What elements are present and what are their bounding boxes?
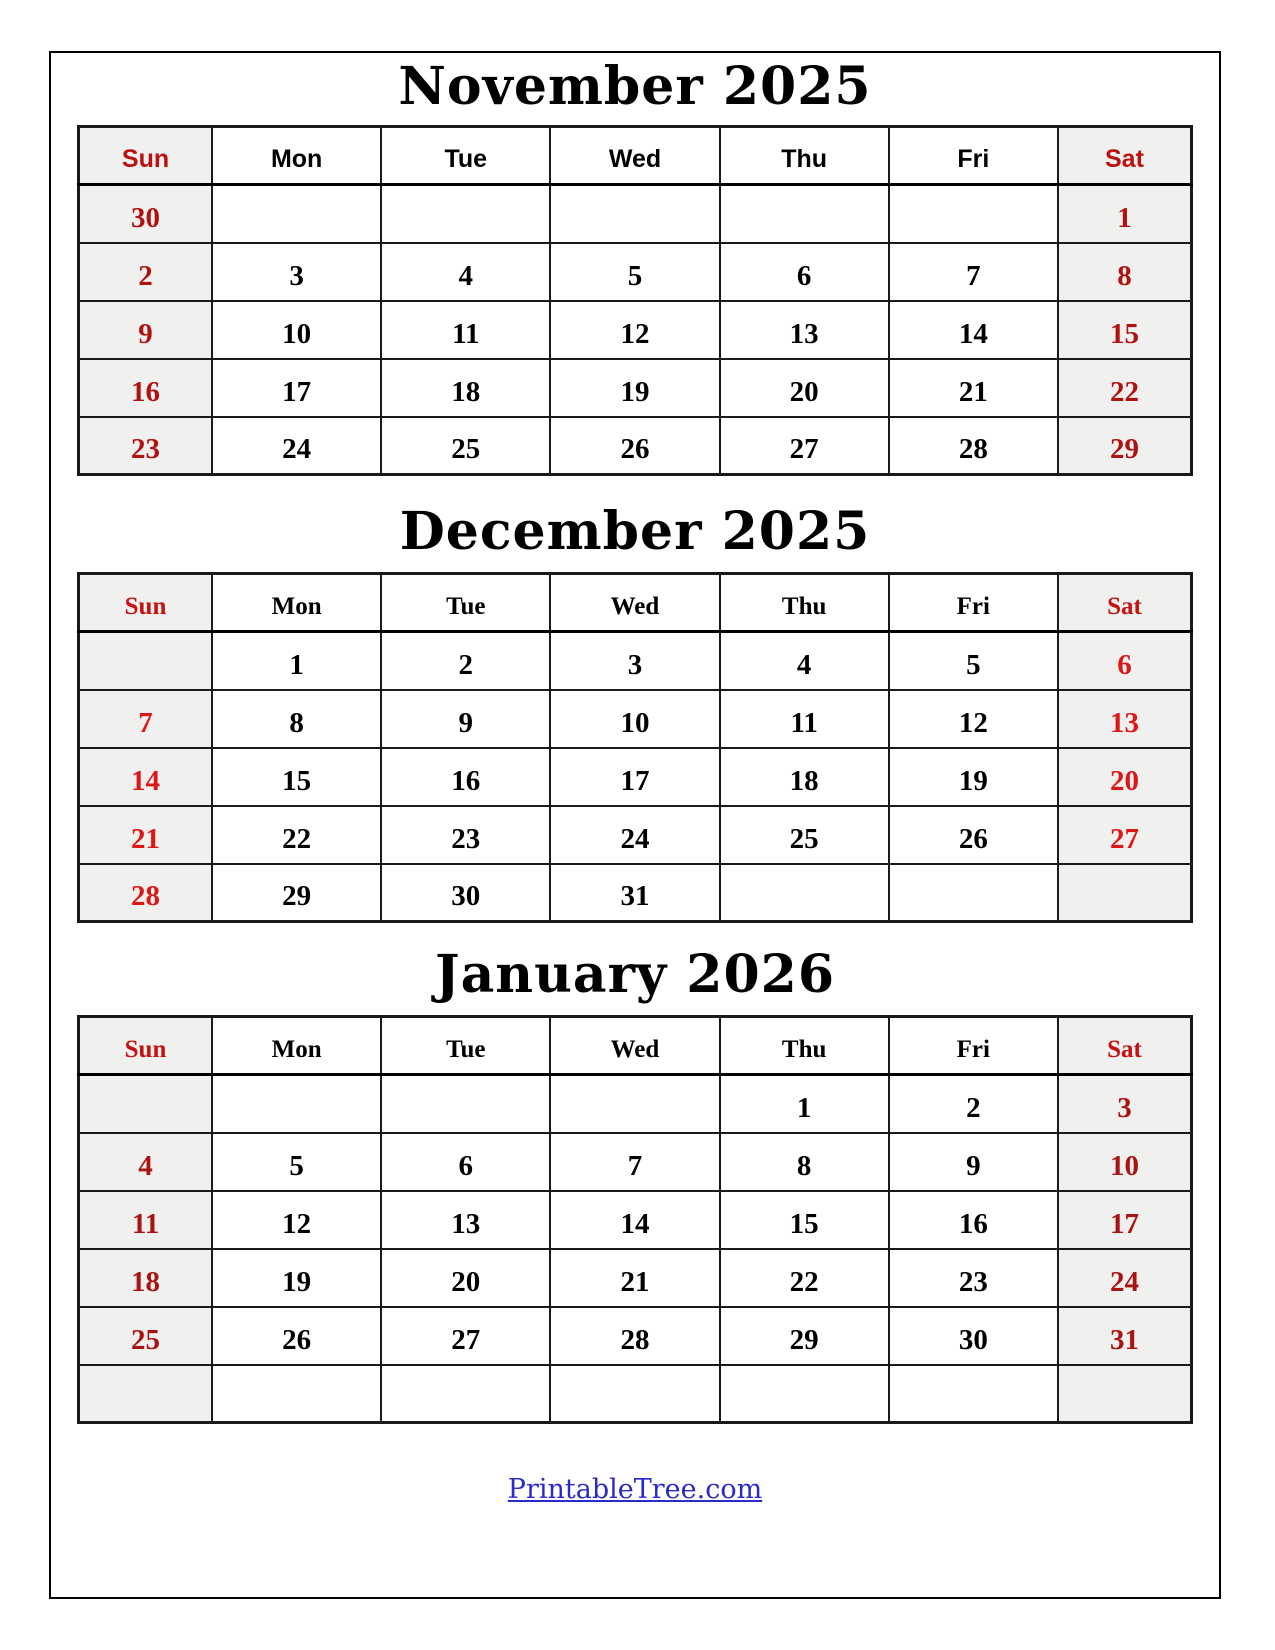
week-row bbox=[79, 185, 1192, 243]
empty-date-cell bbox=[381, 1075, 550, 1133]
day-header-sat: Sat bbox=[1058, 127, 1192, 185]
date-cell-3: 3 bbox=[550, 632, 719, 690]
date-cell-2: 2 bbox=[889, 1075, 1058, 1133]
date-cell-21: 21 bbox=[550, 1249, 719, 1307]
date-cell-28: 28 bbox=[889, 417, 1058, 475]
empty-date-cell bbox=[381, 1365, 550, 1423]
empty-date-cell bbox=[889, 185, 1058, 243]
date-cell-26: 26 bbox=[889, 806, 1058, 864]
date-cell-21: 21 bbox=[889, 359, 1058, 417]
date-cell-7: 7 bbox=[79, 690, 213, 748]
day-header-thu: Thu bbox=[720, 127, 889, 185]
date-cell-1: 1 bbox=[212, 632, 381, 690]
date-cell-10: 10 bbox=[550, 690, 719, 748]
empty-date-cell bbox=[212, 1075, 381, 1133]
day-header-mon: Mon bbox=[212, 574, 381, 632]
date-cell-13: 13 bbox=[1058, 690, 1192, 748]
date-cell-11: 11 bbox=[79, 1191, 213, 1249]
date-cell-13: 13 bbox=[720, 301, 889, 359]
date-cell-29: 29 bbox=[212, 864, 381, 922]
week-row bbox=[79, 632, 1192, 690]
day-header-tue: Tue bbox=[381, 574, 550, 632]
empty-date-cell bbox=[720, 864, 889, 922]
date-cell-12: 12 bbox=[550, 301, 719, 359]
week-row bbox=[79, 243, 1192, 301]
day-header-row bbox=[79, 574, 1192, 632]
date-cell-3: 3 bbox=[1058, 1075, 1192, 1133]
month-title-december-2025: December 2025 bbox=[399, 501, 871, 563]
day-header-thu: Thu bbox=[720, 574, 889, 632]
date-cell-2: 2 bbox=[381, 632, 550, 690]
date-cell-19: 19 bbox=[212, 1249, 381, 1307]
day-header-fri: Fri bbox=[889, 127, 1058, 185]
date-cell-26: 26 bbox=[550, 417, 719, 475]
empty-date-cell bbox=[212, 1365, 381, 1423]
date-cell-24: 24 bbox=[550, 806, 719, 864]
date-cell-14: 14 bbox=[889, 301, 1058, 359]
date-cell-25: 25 bbox=[720, 806, 889, 864]
calendar-table-december-2025 bbox=[77, 572, 1193, 923]
date-cell-4: 4 bbox=[381, 243, 550, 301]
date-cell-18: 18 bbox=[381, 359, 550, 417]
day-header-sun: Sun bbox=[79, 1017, 213, 1075]
date-cell-29: 29 bbox=[1058, 417, 1192, 475]
footer bbox=[77, 1474, 1193, 1505]
date-cell-24: 24 bbox=[1058, 1249, 1192, 1307]
date-cell-3: 3 bbox=[212, 243, 381, 301]
empty-date-cell bbox=[550, 185, 719, 243]
day-header-wed: Wed bbox=[550, 1017, 719, 1075]
date-cell-12: 12 bbox=[212, 1191, 381, 1249]
date-cell-5: 5 bbox=[889, 632, 1058, 690]
empty-date-cell bbox=[550, 1075, 719, 1133]
date-cell-21: 21 bbox=[79, 806, 213, 864]
week-row bbox=[79, 359, 1192, 417]
empty-date-cell bbox=[889, 1365, 1058, 1423]
week-row bbox=[79, 806, 1192, 864]
day-header-row bbox=[79, 127, 1192, 185]
date-cell-27: 27 bbox=[720, 417, 889, 475]
date-cell-23: 23 bbox=[79, 417, 213, 475]
day-header-mon: Mon bbox=[212, 1017, 381, 1075]
date-cell-4: 4 bbox=[720, 632, 889, 690]
day-header-sun: Sun bbox=[79, 127, 213, 185]
page-border bbox=[49, 51, 1221, 1599]
date-cell-16: 16 bbox=[79, 359, 213, 417]
date-cell-17: 17 bbox=[212, 359, 381, 417]
empty-date-cell bbox=[381, 185, 550, 243]
empty-date-cell bbox=[720, 1365, 889, 1423]
date-cell-30: 30 bbox=[381, 864, 550, 922]
day-header-wed: Wed bbox=[550, 127, 719, 185]
date-cell-24: 24 bbox=[212, 417, 381, 475]
date-cell-23: 23 bbox=[381, 806, 550, 864]
week-row bbox=[79, 748, 1192, 806]
date-cell-8: 8 bbox=[212, 690, 381, 748]
week-row bbox=[79, 1365, 1192, 1423]
date-cell-10: 10 bbox=[1058, 1133, 1192, 1191]
week-row bbox=[79, 417, 1192, 475]
date-cell-20: 20 bbox=[720, 359, 889, 417]
day-header-sat: Sat bbox=[1058, 574, 1192, 632]
day-header-sun: Sun bbox=[79, 574, 213, 632]
week-row bbox=[79, 1307, 1192, 1365]
date-cell-29: 29 bbox=[720, 1307, 889, 1365]
date-cell-22: 22 bbox=[720, 1249, 889, 1307]
day-header-mon: Mon bbox=[212, 127, 381, 185]
date-cell-11: 11 bbox=[720, 690, 889, 748]
date-cell-6: 6 bbox=[381, 1133, 550, 1191]
date-cell-22: 22 bbox=[212, 806, 381, 864]
day-header-wed: Wed bbox=[550, 574, 719, 632]
date-cell-18: 18 bbox=[720, 748, 889, 806]
date-cell-9: 9 bbox=[889, 1133, 1058, 1191]
week-row bbox=[79, 1075, 1192, 1133]
calendar-table-november-2025 bbox=[77, 125, 1193, 476]
day-header-tue: Tue bbox=[381, 127, 550, 185]
date-cell-7: 7 bbox=[550, 1133, 719, 1191]
date-cell-23: 23 bbox=[889, 1249, 1058, 1307]
day-header-row bbox=[79, 1017, 1192, 1075]
date-cell-9: 9 bbox=[79, 301, 213, 359]
date-cell-16: 16 bbox=[889, 1191, 1058, 1249]
date-cell-31: 31 bbox=[550, 864, 719, 922]
date-cell-18: 18 bbox=[79, 1249, 213, 1307]
date-cell-6: 6 bbox=[720, 243, 889, 301]
date-cell-20: 20 bbox=[381, 1249, 550, 1307]
date-cell-16: 16 bbox=[381, 748, 550, 806]
date-cell-15: 15 bbox=[720, 1191, 889, 1249]
date-cell-2: 2 bbox=[79, 243, 213, 301]
date-cell-15: 15 bbox=[1058, 301, 1192, 359]
date-cell-1: 1 bbox=[720, 1075, 889, 1133]
week-row bbox=[79, 1249, 1192, 1307]
month-title-november-2025: November 2025 bbox=[398, 56, 872, 117]
date-cell-7: 7 bbox=[889, 243, 1058, 301]
empty-date-cell bbox=[79, 1365, 213, 1423]
date-cell-30: 30 bbox=[889, 1307, 1058, 1365]
date-cell-11: 11 bbox=[381, 301, 550, 359]
week-row bbox=[79, 1133, 1192, 1191]
day-header-fri: Fri bbox=[889, 1017, 1058, 1075]
date-cell-31: 31 bbox=[1058, 1307, 1192, 1365]
date-cell-25: 25 bbox=[79, 1307, 213, 1365]
date-cell-30: 30 bbox=[79, 185, 213, 243]
day-header-sat: Sat bbox=[1058, 1017, 1192, 1075]
empty-date-cell bbox=[550, 1365, 719, 1423]
date-cell-13: 13 bbox=[381, 1191, 550, 1249]
week-row bbox=[79, 690, 1192, 748]
date-cell-27: 27 bbox=[1058, 806, 1192, 864]
day-header-fri: Fri bbox=[889, 574, 1058, 632]
date-cell-22: 22 bbox=[1058, 359, 1192, 417]
empty-date-cell bbox=[1058, 864, 1192, 922]
date-cell-8: 8 bbox=[1058, 243, 1192, 301]
date-cell-5: 5 bbox=[550, 243, 719, 301]
empty-date-cell bbox=[720, 185, 889, 243]
date-cell-15: 15 bbox=[212, 748, 381, 806]
date-cell-28: 28 bbox=[79, 864, 213, 922]
date-cell-17: 17 bbox=[1058, 1191, 1192, 1249]
date-cell-14: 14 bbox=[550, 1191, 719, 1249]
week-row bbox=[79, 864, 1192, 922]
date-cell-6: 6 bbox=[1058, 632, 1192, 690]
date-cell-4: 4 bbox=[79, 1133, 213, 1191]
calendar-table-january-2026 bbox=[77, 1015, 1193, 1424]
date-cell-17: 17 bbox=[550, 748, 719, 806]
date-cell-27: 27 bbox=[381, 1307, 550, 1365]
date-cell-12: 12 bbox=[889, 690, 1058, 748]
date-cell-9: 9 bbox=[381, 690, 550, 748]
date-cell-19: 19 bbox=[889, 748, 1058, 806]
day-header-tue: Tue bbox=[381, 1017, 550, 1075]
week-row bbox=[79, 1191, 1192, 1249]
printabletree-link[interactable]: PrintableTree.com bbox=[507, 1474, 763, 1506]
month-title-january-2026: January 2026 bbox=[434, 944, 836, 1006]
date-cell-8: 8 bbox=[720, 1133, 889, 1191]
empty-date-cell bbox=[79, 1075, 213, 1133]
calendar-page-content bbox=[51, 56, 1219, 1506]
week-row bbox=[79, 301, 1192, 359]
date-cell-26: 26 bbox=[212, 1307, 381, 1365]
date-cell-20: 20 bbox=[1058, 748, 1192, 806]
date-cell-25: 25 bbox=[381, 417, 550, 475]
empty-date-cell bbox=[212, 185, 381, 243]
date-cell-19: 19 bbox=[550, 359, 719, 417]
date-cell-1: 1 bbox=[1058, 185, 1192, 243]
date-cell-10: 10 bbox=[212, 301, 381, 359]
empty-date-cell bbox=[79, 632, 213, 690]
empty-date-cell bbox=[889, 864, 1058, 922]
date-cell-28: 28 bbox=[550, 1307, 719, 1365]
day-header-thu: Thu bbox=[720, 1017, 889, 1075]
date-cell-14: 14 bbox=[79, 748, 213, 806]
empty-date-cell bbox=[1058, 1365, 1192, 1423]
date-cell-5: 5 bbox=[212, 1133, 381, 1191]
